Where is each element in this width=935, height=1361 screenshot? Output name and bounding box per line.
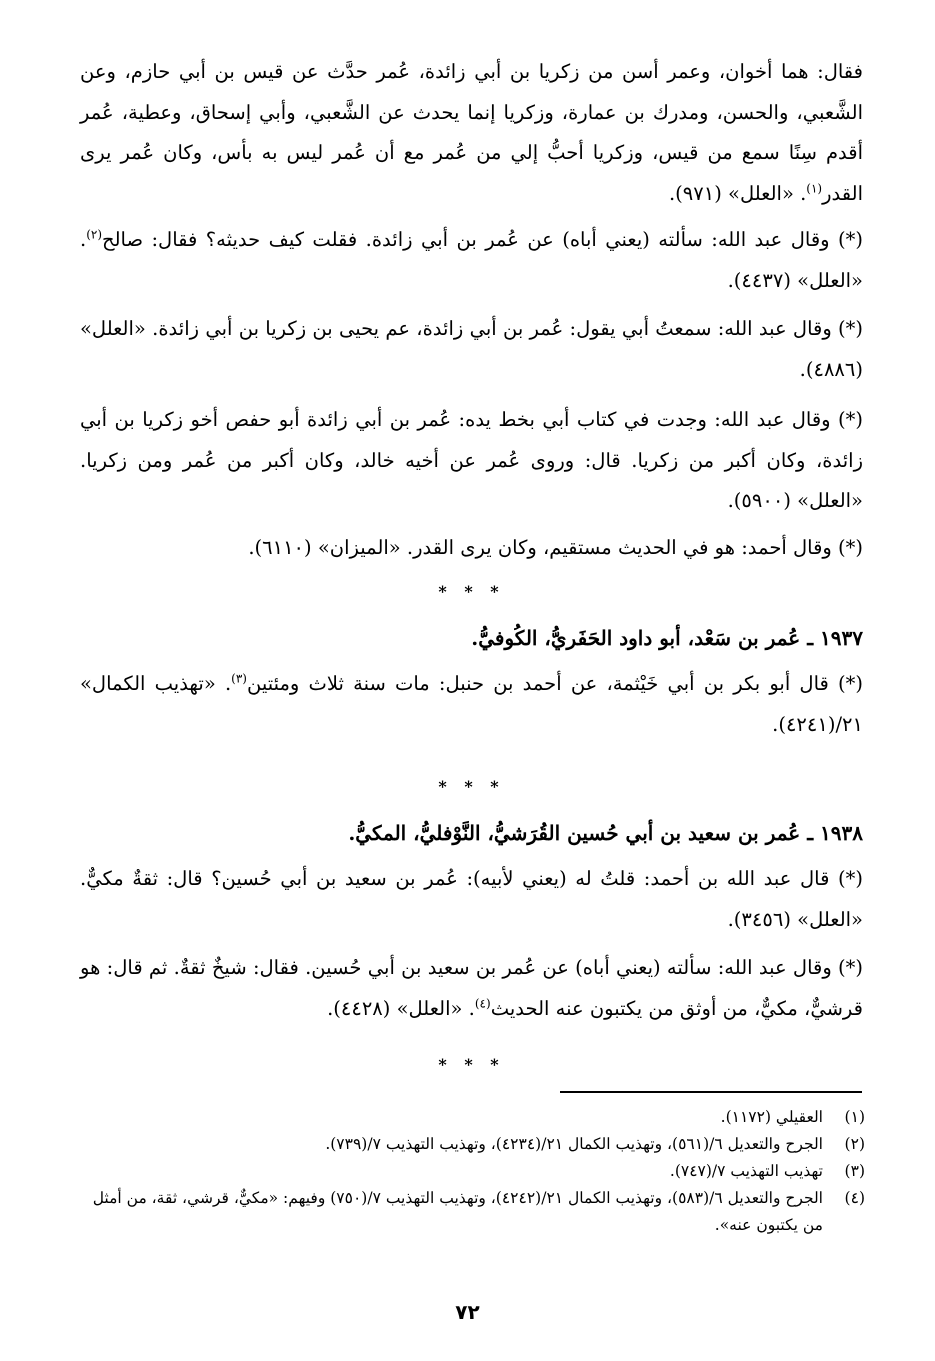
paragraph-3: (*) وقال عبد الله: سمعتُ أبي يقول: عُمر بن أبي زائدة، عم يحيى بن زكريا بن أبي زائدة. «العلل» (٤٨٨٦). xyxy=(80,317,863,381)
section-separator: * * * xyxy=(438,777,505,796)
footnote-text: الجرح والتعديل ٦/(٥٨٣)، وتهذيب الكمال ٢١/(٤٢٤٢)، وتهذيب التهذيب ٧/(٧٥٠) وفيهم: «مكيٌّ، قرشي، ثقة، من أمثل من يكتبون عنه». xyxy=(92,1189,823,1234)
paragraph-1 xyxy=(80,52,863,214)
footnote xyxy=(80,1185,865,1239)
paragraph-citation: . «العلل» (٤٤٢٨). xyxy=(327,996,475,1020)
footnote-ref-3: (٣) xyxy=(231,671,247,686)
footnote xyxy=(80,1131,865,1158)
footnote-number: (٢) xyxy=(844,1135,865,1153)
paragraph-text: (*) قال أبو بكر بن أبي خَيْثمة، عن أحمد بن حنبل: مات سنة ثلاث ومئتين xyxy=(246,672,863,695)
footnote-text: الجرح والتعديل ٦/(٥٦١)، وتهذيب الكمال ٢١/(٤٢٣٤)، وتهذيب التهذيب ٧/(٧٣٩). xyxy=(325,1135,823,1153)
footnotes xyxy=(80,1104,865,1239)
entry-1937-text xyxy=(80,664,863,745)
footnote-ref-1: (١) xyxy=(806,181,823,195)
paragraph-4: (*) وقال عبد الله: وجدت في كتاب أبي بخط يده: عُمر بن أبي زائدة أبو حفص أخو زكريا بن أبي زائدة، وكان أكبر من زكريا. قال: وروى عُمر عن أخيه خالد، وكان أكبر من عُمر ومن زكريا. «العلل» (٥٩٠٠). xyxy=(80,408,863,512)
footnote-text: العقيلي (١١٧٢). xyxy=(720,1108,823,1126)
footnote xyxy=(80,1104,865,1131)
main-text xyxy=(80,52,863,1091)
paragraph-citation: . «العلل» (٩٧١). xyxy=(668,181,807,205)
footnote-text: تهذيب التهذيب ٧/(٧٤٧). xyxy=(669,1162,823,1180)
paragraph-text: (*) وقال عبد الله: سألته (يعني أباه) عن عُمر بن أبي زائدة. فقلت كيف حديثه؟ فقال: صالح xyxy=(102,228,863,251)
footnote-ref-4: (٤) xyxy=(474,996,491,1010)
entry-1938-paragraph-2 xyxy=(80,948,863,1029)
entry-1938-paragraph-1: (*) قال عبد الله بن أحمد: قلتُ له (يعني لأبيه): عُمر بن سعيد بن أبي حُسين؟ قال: ثقةٌ مكيٌّ. «العلل» (٣٤٥٦). xyxy=(80,867,863,931)
page-number: ٧٢ xyxy=(455,1300,480,1324)
paragraph-5: (*) وقال أحمد: هو في الحديث مستقيم، وكان يرى القدر. «الميزان» (٦١١٠). xyxy=(248,535,863,559)
paragraph-citation: . «تهذيب الكمال» ٢١/(٤٢٤١). xyxy=(80,672,863,736)
footnote-number: (٤) xyxy=(844,1189,865,1207)
footnote-ref-2: (٢) xyxy=(86,227,103,242)
entry-heading-1937: ١٩٣٧ ـ عُمر بن سَعْد، أبو داود الحَفَريُّ، الكُوفيُّ. xyxy=(471,626,863,650)
paragraph-text: فقال: هما أخوان، وعمر أسن من زكريا بن أبي زائدة، عُمر حدَّث عن قيس بن أبي حازم، وعن الشَّعبي، والحسن، ومدرك بن عمارة، وزكريا إنما يحدث عن الشَّعبي، وأبي إسحاق، وعطية، عُمر أقدم سِنًا سمع من قيس، وزكريا أحبُّ إلي من عُمر مع أن عُمر ليس به بأس، وكان عُمر يرى القدر xyxy=(80,60,863,205)
paragraph-citation: . «العلل» (٤٤٣٧). xyxy=(80,228,863,292)
entry-heading-1938: ١٩٣٨ ـ عُمر بن سعيد بن أبي حُسين القُرَشيُّ، النَّوْفليُّ، المكيُّ. xyxy=(348,821,863,845)
footnote-divider xyxy=(560,1091,862,1093)
paragraph-text: (*) وقال عبد الله: سألته (يعني أباه) عن عُمر بن سعيد بن أبي حُسين. فقال: شيخٌ ثقةٌ. ثم قال: هو قرشيٌّ، مكيٌّ، من أوثق من يكتبون عنه الحديث xyxy=(80,956,863,1020)
section-separator: * * * xyxy=(438,582,505,601)
section-separator: * * * xyxy=(438,1055,505,1074)
paragraph-2 xyxy=(80,220,863,301)
footnote-number: (١) xyxy=(844,1108,865,1126)
footnote-number: (٣) xyxy=(844,1162,865,1180)
footnote xyxy=(80,1158,865,1185)
